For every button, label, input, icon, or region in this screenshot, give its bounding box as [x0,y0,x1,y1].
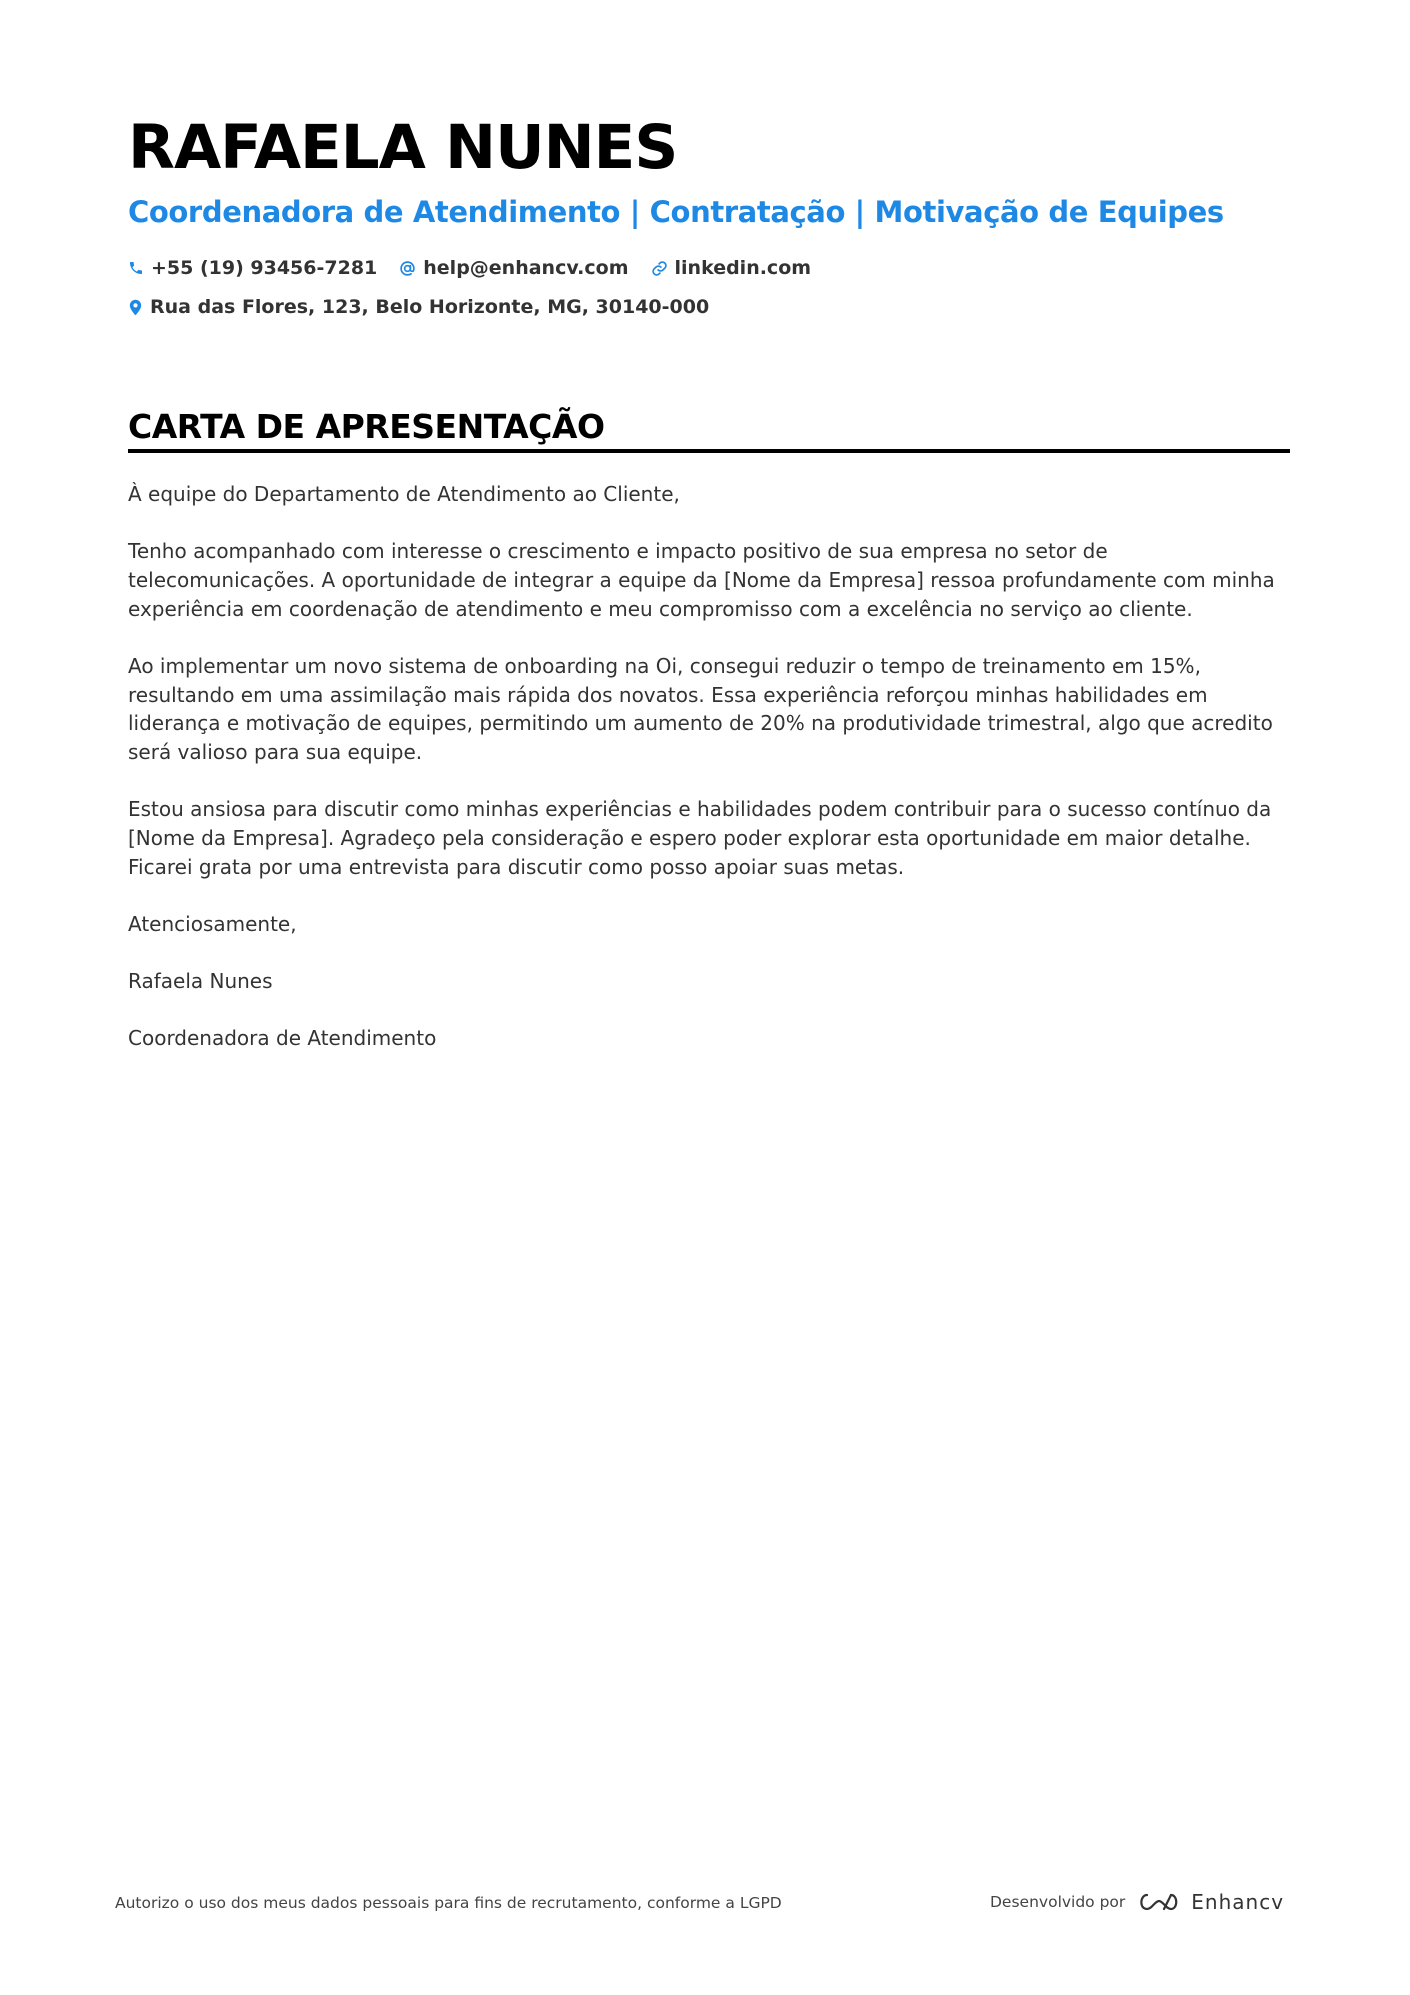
location-pin-icon [128,299,143,316]
link-icon [651,260,668,277]
letter-paragraph-1: Tenho acompanhado com interesse o crescimento e impacto positivo de sua empresa no setor de telecomunicações. A oportunidade de integrar a equipe da [Nome da Empresa] ressoa profundamente com minha experiência em coordenação de atendimento e meu compromisso com a excelência no serviço ao cliente. [128,539,1275,621]
address-text: Rua das Flores, 123, Belo Horizonte, MG, 30140-000 [150,296,710,318]
developed-by-label: Desenvolvido por [990,1893,1126,1911]
contact-email[interactable] [399,257,628,279]
enhancv-brand-name: Enhancv [1191,1890,1285,1914]
contact-linkedin[interactable] [651,257,812,279]
letter-body [128,480,1290,1081]
letter-paragraph-3: Estou ansiosa para discutir como minhas experiências e habilidades podem contribuir para o sucesso contínuo da [Nome da Empresa]. Agradeço pela consideração e espero poder explorar esta oportunidade em maior detalhe. Ficarei grata por uma entrevista para discutir como posso apoiar suas metas. [128,797,1272,879]
email-text: help@enhancv.com [423,257,629,279]
signature-title: Coordenadora de Atendimento [128,1026,437,1051]
enhancv-logo-icon [1137,1890,1181,1914]
phone-icon [128,260,144,276]
section-divider [128,449,1290,453]
candidate-name: RAFAELA NUNES [128,112,678,183]
contact-row-primary [128,252,833,284]
consent-note: Autorizo o uso dos meus dados pessoais para fins de recrutamento, conforme a LGPD [115,1894,782,1912]
footer-branding[interactable] [990,1884,1284,1920]
candidate-headline: Coordenadora de Atendimento | Contratação | Motivação de Equipes [128,195,1224,229]
signature-name: Rafaela Nunes [128,968,273,993]
at-icon [399,260,416,277]
linkedin-text: linkedin.com [674,257,812,279]
letter-greeting: À equipe do Departamento de Atendimento ao Cliente, [128,482,680,506]
phone-text: +55 (19) 93456-7281 [151,257,378,279]
contact-phone[interactable] [128,257,377,279]
contact-address [128,296,709,318]
section-title: CARTA DE APRESENTAÇÃO [128,407,605,446]
letter-paragraph-2: Ao implementar um novo sistema de onboarding na Oi, consegui reduzir o tempo de treinamento em 15%, resultando em uma assimilação mais rápida dos novatos. Essa experiência reforçou minhas habilidades em liderança e motivação de equipes, permitindo um aumento de 20% na produtividade trimestral, algo que acredito será valioso para sua equipe. [128,653,1273,764]
contact-row-secondary [128,291,731,323]
letter-closing: Atenciosamente, [128,911,297,936]
